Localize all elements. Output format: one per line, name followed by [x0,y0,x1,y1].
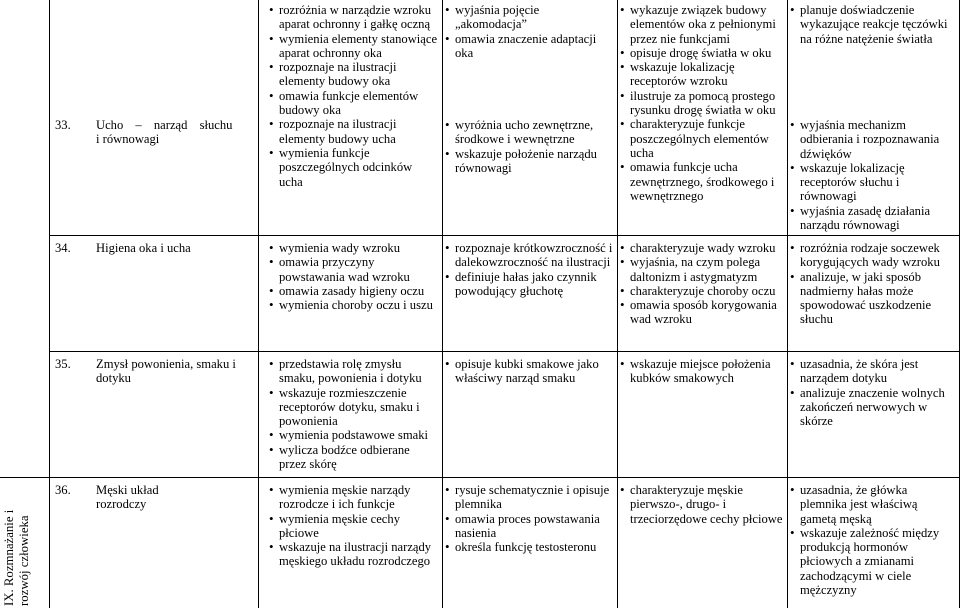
topic-line: dotyku [96,371,131,386]
topic-line: Ucho – narząd słuchu [96,118,233,132]
list-item: • uzasadnia, że skóra jest narządem dotyku [789,357,957,386]
topic-line: Męski układ [96,483,159,497]
requirements-list [789,118,957,232]
requirements-list [444,118,614,175]
list-item: • wskazuje lokalizację receptorów słuchu i równowagi [789,161,957,204]
grid-line [787,0,788,608]
list-item: • omawia sposób korygowania wad wzroku [619,298,783,327]
grid-line [617,0,618,608]
section-label-line: IX. Rozmnażanie i [2,509,16,606]
list-item: • wymienia wady wzroku [268,241,438,255]
list-item: • wyjaśnia zasadę działania narządu równowagi [789,204,957,233]
list-item: • analizuje znaczenie wolnych zakończeń nerwowych w skórze [789,386,957,429]
list-item: • wymienia funkcje poszczególnych odcinków ucha [268,146,438,189]
list-item: • wymienia męskie narządy rozrodcze i ich funkcje [268,483,438,512]
row-topic [96,118,246,147]
topic-line: Zmysł powonienia, smaku i [96,357,236,371]
grid-line [49,235,960,236]
list-item: • charakteryzuje choroby oczu [619,284,783,298]
requirements-list [268,241,438,312]
requirements-list [444,3,614,60]
list-item: • charakteryzuje męskie pierwszo-, drugo- i trzeciorzędowe cechy płciowe [619,483,783,526]
requirements-list [789,3,957,46]
row-topic [96,483,246,512]
requirements-list [619,241,783,327]
list-item: • wymienia choroby oczu i uszu [268,298,438,312]
list-item: • opisuje kubki smakowe jako właściwy narząd smaku [444,357,614,386]
list-item: • charakteryzuje funkcje poszczególnych elementów ucha [619,117,783,160]
requirements-list [619,3,783,203]
list-item: • rozróżnia w narządzie wzroku aparat ochronny i gałkę oczną [268,3,438,32]
list-item: • analizuje, w jaki sposób nadmierny hałas może spowodować uszkodzenie słuchu [789,270,957,327]
section-label-line: rozwój człowieka [17,515,31,606]
list-item: • rozróżnia rodzaje soczewek korygujących wady wzroku [789,241,957,270]
requirements-list [444,241,614,298]
list-item: • omawia proces powstawania nasienia [444,512,614,541]
requirements-list [268,357,438,471]
requirements-list [789,241,957,327]
list-item: • wyjaśnia pojęcie „akomodacja” [444,3,614,32]
requirements-list [789,483,957,597]
list-item: • wymienia męskie cechy płciowe [268,512,438,541]
list-item: • wskazuje na ilustracji narządy męskiego układu rozrodczego [268,540,438,569]
row-number: 33. [55,118,71,132]
list-item: • charakteryzuje wady wzroku [619,241,783,255]
list-item: • wyróżnia ucho zewnętrzne, środkowe i wewnętrzne [444,118,614,147]
row-number: 36. [55,483,71,497]
requirements-list [619,357,783,386]
list-item: • wyjaśnia, na czym polega daltonizm i astygmatyzm [619,255,783,284]
requirements-list [444,483,614,554]
list-item: • ilustruje za pomocą prostego rysunku drogę światła w oku [619,89,783,118]
grid-line [0,477,960,478]
topic-line: i równowagi [96,132,160,147]
list-item: • omawia funkcje ucha zewnętrznego, środkowego i wewnętrznego [619,160,783,203]
row-topic [96,357,251,386]
grid-line [49,351,960,352]
list-item: • wskazuje lokalizację receptorów wzroku [619,60,783,89]
requirements-list [268,483,438,569]
list-item: • wylicza bodźce odbierane przez skórę [268,443,438,472]
list-item: • wymienia podstawowe smaki [268,428,438,442]
requirements-list [268,3,438,189]
list-item: • opisuje drogę światła w oku [619,46,783,60]
list-item: • określa funkcję testosteronu [444,540,614,554]
list-item: • przedstawia rolę zmysłu smaku, powonienia i dotyku [268,357,438,386]
requirements-list [619,483,783,526]
list-item: • wymienia elementy stanowiące aparat ochronny oka [268,32,438,61]
list-item: • definiuje hałas jako czynnik powodujący głuchotę [444,270,614,299]
list-item: • omawia przyczyny powstawania wad wzroku [268,255,438,284]
requirements-list [789,357,957,428]
list-item: • wyjaśnia mechanizm odbierania i rozpoznawania dźwięków [789,118,957,161]
list-item: • rysuje schematycznie i opisuje plemnika [444,483,614,512]
list-item: • wskazuje położenie narządu równowagi [444,147,614,176]
grid-line [49,0,50,608]
requirements-list [444,357,614,386]
list-item: • omawia zasady higieny oczu [268,284,438,298]
row-topic [96,241,246,255]
section-label [0,478,48,608]
list-item: • planuje doświadczenie wykazujące reakcje tęczówki na różne natężenie światła [789,3,957,46]
topic-line: rozrodczy [96,497,147,512]
list-item: • rozpoznaje na ilustracji elementy budowy ucha [268,117,438,146]
list-item: • wskazuje zależność między produkcją hormonów płciowych a zmianami zachodzącymi w ciele mężczyzny [789,526,957,597]
list-item: • wykazuje związek budowy elementów oka z pełnionymi przez nie funkcjami [619,3,783,46]
list-item: • omawia znaczenie adaptacji oka [444,32,614,61]
topic-line: Higiena oka i ucha [96,241,191,255]
list-item: • rozpoznaje na ilustracji elementy budowy oka [268,60,438,89]
grid-line [442,0,443,608]
row-number: 34. [55,241,71,255]
list-item: • rozpoznaje krótkowzroczność i dalekowzroczność na ilustracji [444,241,614,270]
grid-line [258,0,259,608]
list-item: • wskazuje rozmieszczenie receptorów dotyku, smaku i powonienia [268,386,438,429]
row-number: 35. [55,357,71,371]
list-item: • wskazuje miejsce położenia kubków smakowych [619,357,783,386]
list-item: • omawia funkcje elementów budowy oka [268,89,438,118]
list-item: • uzasadnia, że główka plemnika jest właściwą gametą męską [789,483,957,526]
